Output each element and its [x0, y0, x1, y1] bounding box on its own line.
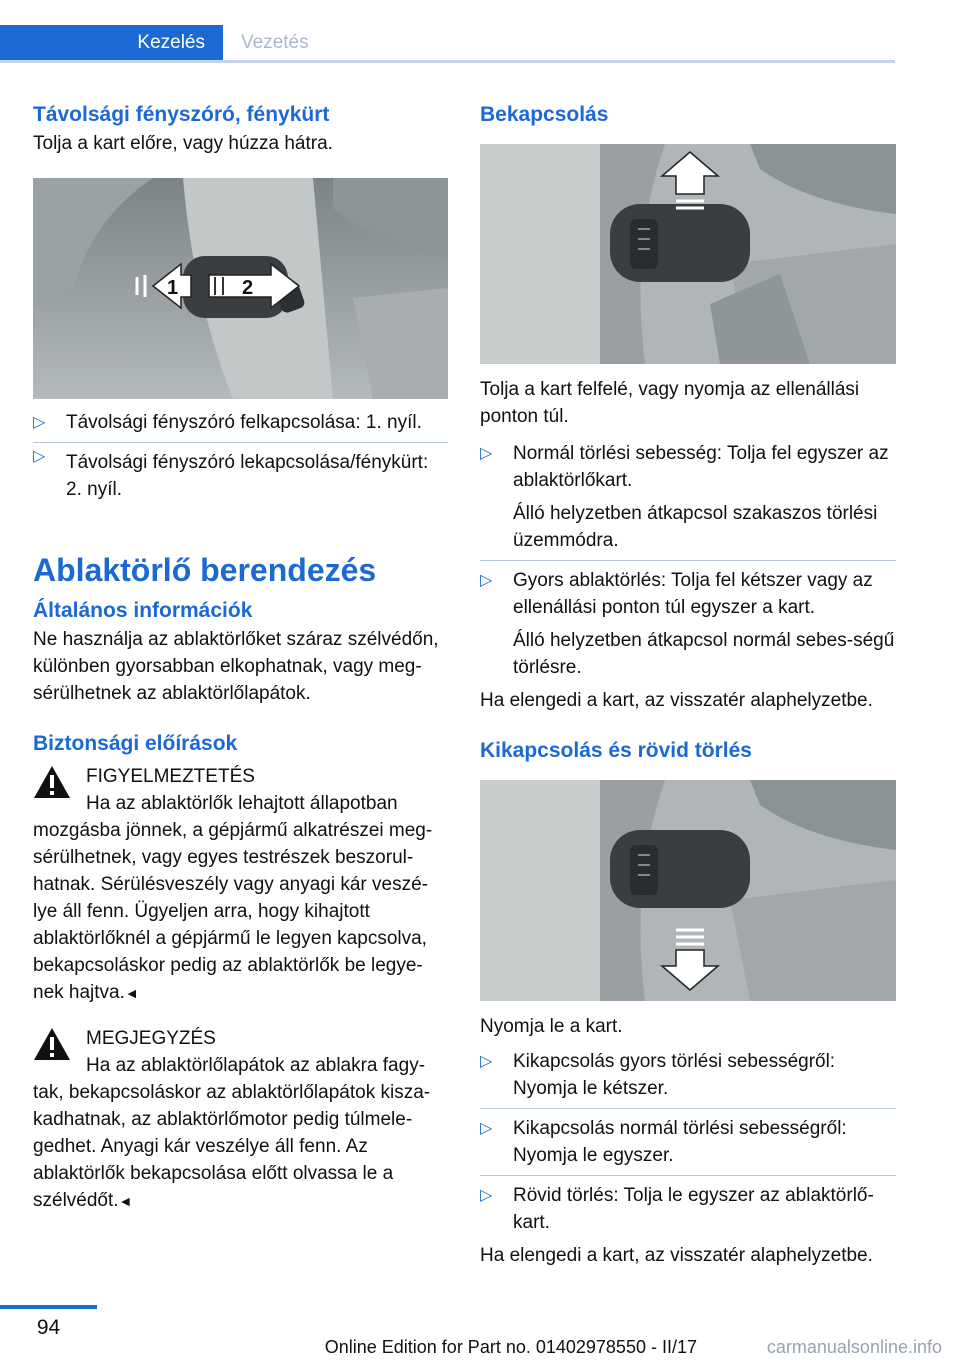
general-info-heading: Általános információk [33, 599, 253, 622]
warning-first-line: Ha az ablaktörlők lehajtott állapotban [86, 793, 398, 814]
wiper-heading: Ablaktörlő berendezés [33, 552, 377, 588]
on-intro: Tolja a kart felfelé, vagy nyomja az ellenállási ponton túl. [480, 379, 860, 427]
warning-triangle-icon [33, 1027, 71, 1061]
off-heading: Kikapcsolás és rövid törlés [480, 739, 752, 762]
bullet-triangle-icon: ▷ [33, 414, 46, 431]
list-item: ▷ Távolsági fényszóró lekapcsolása/fénykürt: 2. nyíl. [33, 443, 448, 503]
on-release-text: Ha elengedi a kart, az visszatér alaphelyzetbe. [480, 690, 873, 711]
warning-block [33, 763, 448, 1007]
wiper-off-image [480, 780, 896, 1001]
end-mark-icon: ◄ [118, 1193, 133, 1209]
warning-text: mozgásba jönnek, a gépjármű alkatrészei meg-sérülhetnek, vagy egyes testrészek beszorul-hatnak. Sérülésveszély vagy anyagi kár veszé-lye áll fenn. Ügyeljen arra, hogy kihajtott ablaktörlőknél a gépjármű le legyen kapcsolva, bekapcsoláskor pedig az ablaktörlők be legye-nek hajtva. [33, 820, 433, 1003]
list-item: ▷ Kikapcsolás gyors törlési sebességről: Nyomja le kétszer. [480, 1044, 896, 1108]
list-item: ▷ Gyors ablaktörlés: Tolja fel kétszer vagy az ellenállási ponton túl egyszer a kart. Álló helyzetben átkapcsol normál sebes-ségű törlésre. [480, 561, 896, 681]
on-heading: Bekapcsolás [480, 103, 609, 126]
chapter-tabs [0, 0, 960, 62]
note-label: MEGJEGYZÉS [86, 1028, 216, 1049]
off-list [480, 1044, 896, 1236]
bullet-triangle-icon: ▷ [480, 572, 493, 589]
edition-text: Online Edition for Part no. 01402978550 - II/17 [324, 1337, 697, 1357]
tab-vezetes[interactable]: Vezetés [241, 32, 309, 53]
bullet-triangle-icon: ▷ [480, 1187, 493, 1204]
list-item: ▷ Rövid törlés: Tolja le egyszer az ablaktörlő-kart. [480, 1176, 896, 1236]
high-beam-lever-image [33, 178, 448, 399]
warning-label: FIGYELMEZTETÉS [86, 766, 255, 787]
arrow-label-2: 2 [242, 277, 254, 299]
list-item: ▷ Normál törlési sebesség: Tolja fel egyszer az ablaktörlőkart. Álló helyzetben átkapcsol szakaszos törlési üzemmódra. [480, 436, 896, 560]
right-column [480, 100, 896, 1269]
list-item: ▷ Távolsági fényszóró felkapcsolása: 1. nyíl. [33, 409, 448, 442]
off-release-text: Ha elengedi a kart, az visszatér alaphelyzetbe. [480, 1245, 873, 1266]
watermark-text: carmanualsonline.info [766, 1337, 942, 1357]
wiper-on-image [480, 144, 896, 364]
bullet-triangle-icon: ▷ [480, 1053, 493, 1070]
tab-kezeles[interactable]: Kezelés [0, 25, 223, 60]
high-beam-heading: Távolsági fényszóró, fénykürt [33, 103, 330, 126]
note-text: tak, bekapcsoláskor az ablaktörlőlapátok kisza-kadhatnak, az ablaktörlőmotor pedig túlmele-gedhet. Anyagi kár veszélye áll fenn. Az ablaktörlők bekapcsolása előtt olvassa le a szélvédőt. [33, 1082, 431, 1211]
warning-triangle-icon [33, 765, 71, 799]
bullet-triangle-icon: ▷ [480, 445, 493, 462]
bullet-triangle-icon: ▷ [33, 448, 46, 465]
tab-divider [0, 60, 895, 63]
page-number: 94 [36, 1316, 61, 1339]
arrow-label-1: 1 [167, 277, 179, 299]
list-item-note: Álló helyzetben átkapcsol szakaszos törlési üzemmódra. [513, 503, 878, 551]
footer-rule [0, 1305, 97, 1309]
general-info-text: Ne használja az ablaktörlőket száraz szélvédőn, különben gyorsabban elkophatnak, vagy meg-sérülhetnek az ablaktörlőlapátok. [33, 629, 439, 704]
high-beam-intro: Tolja a kart előre, vagy húzza hátra. [33, 133, 333, 154]
high-beam-list [33, 409, 448, 503]
left-column [33, 100, 448, 1215]
list-item-note: Álló helyzetben átkapcsol normál sebes-ségű törlésre. [513, 630, 895, 678]
note-block [33, 1025, 448, 1215]
end-mark-icon: ◄ [124, 985, 139, 1001]
safety-heading: Biztonsági előírások [33, 732, 238, 755]
note-first-line: Ha az ablaktörlőlapátok az ablakra fagy- [86, 1055, 426, 1076]
bullet-triangle-icon: ▷ [480, 1120, 493, 1137]
on-list [480, 436, 896, 681]
list-item: ▷ Kikapcsolás normál törlési sebességről: Nyomja le egyszer. [480, 1109, 896, 1175]
off-intro: Nyomja le a kart. [480, 1016, 623, 1037]
